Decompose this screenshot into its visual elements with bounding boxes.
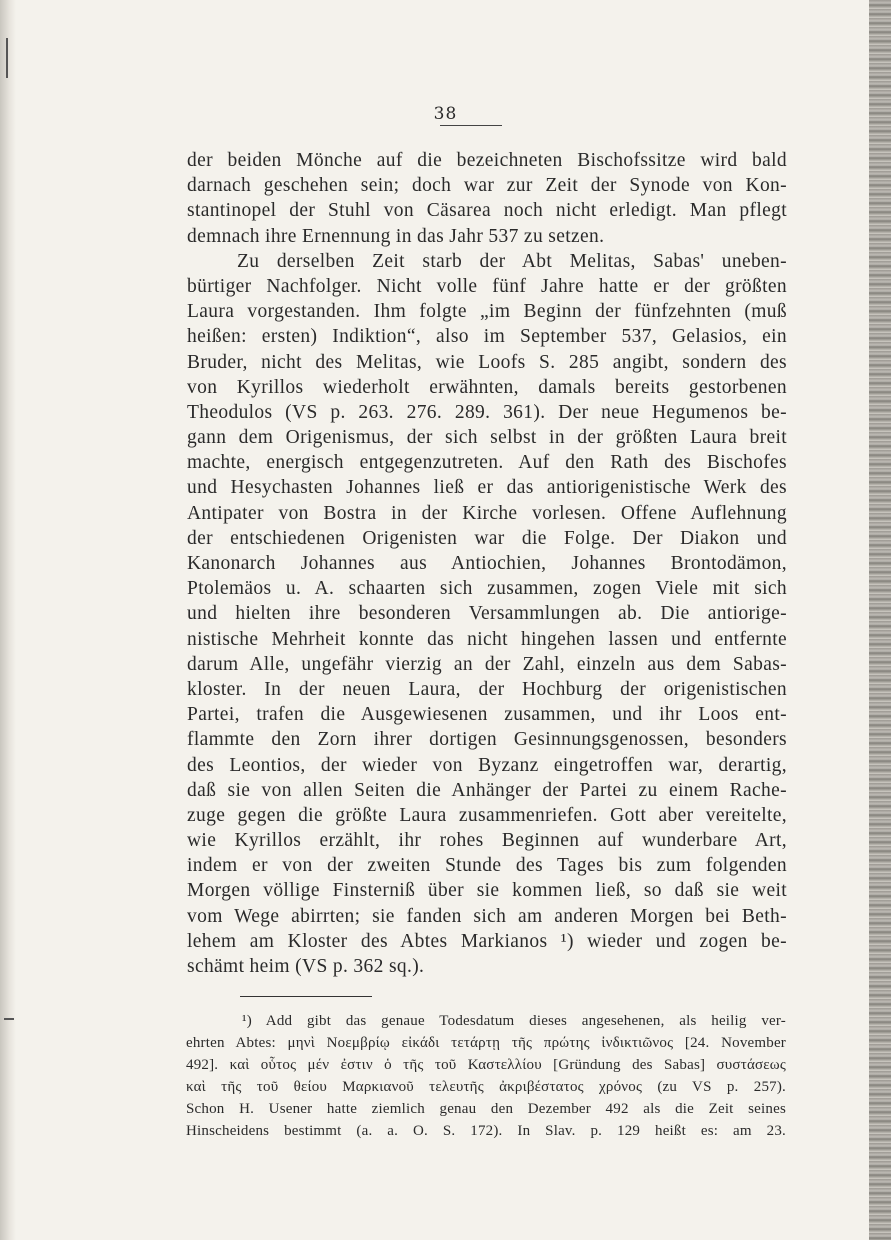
text-line: flammte den Zorn ihrer dortigen Gesinnungsgenossen, besonders	[187, 729, 787, 751]
text-line: Laura vorgestanden. Ihm folgte „im Beginn der fünfzehnten (muß	[187, 301, 787, 323]
text-line: von Kyrillos wiederholt erwähnten, damals bereits gestorbenen	[187, 376, 787, 398]
text-line: der beiden Mönche auf die bezeichneten Bischofssitze wird bald	[187, 150, 787, 171]
footnote-line: Hinscheidens bestimmt (a. a. O. S. 172). In Slav. p. 129 heißt es: am 23.	[186, 1123, 786, 1139]
text-line: demnach ihre Ernennung in das Jahr 537 zu setzen.	[187, 225, 605, 247]
text-line: vom Wege abirrten; sie fanden sich am anderen Morgen bei Beth-	[187, 905, 787, 927]
footnote-line: 492]. καὶ οὗτος μέν ἐστιν ὁ τῆς τοῦ Καστελλίου [Gründung des Sabas] συστάσεως	[186, 1057, 786, 1073]
text-line: des Leontios, der wieder von Byzanz eingetroffen war, derartig,	[187, 754, 787, 776]
text-line: machte, energisch entgegenzutreten. Auf den Rath des Bischofes	[187, 452, 787, 474]
footnote-line: ¹) Add gibt das genaue Todesdatum dieses angesehenen, als heilig ver-	[242, 1013, 786, 1029]
text-line: Antipater von Bostra in der Kirche vorlesen. Offene Auflehnung	[187, 502, 787, 524]
text-line: Morgen völlige Finsterniß über sie kommen ließ, so daß sie weit	[187, 880, 787, 902]
text-line: der entschiedenen Origenisten war die Folge. Der Diakon und	[187, 527, 787, 549]
text-line: indem er von der zweiten Stunde des Tages bis zum folgenden	[187, 855, 787, 877]
scan-mark	[4, 1018, 14, 1020]
footnote	[186, 1010, 786, 1142]
header-rule	[440, 125, 502, 126]
text-line: darum Alle, ungefähr vierzig an der Zahl, einzeln aus dem Sabas-	[187, 653, 787, 675]
text-line: heißen: ersten) Indiktion“, also im September 537, Gelasios, ein	[187, 326, 787, 348]
text-line: bürtiger Nachfolger. Nicht volle fünf Jahre hatte er der größten	[187, 275, 787, 297]
text-line: Partei, trafen die Ausgewiesenen zusammen, und ihr Loos ent-	[187, 704, 787, 726]
text-line: gann dem Origenismus, der sich selbst in der größten Laura breit	[187, 427, 787, 449]
text-line: schämt heim (VS p. 362 sq.).	[187, 956, 425, 977]
text-line: und hielten ihre besonderen Versammlungen ab. Die antiorige-	[187, 603, 787, 625]
text-line: daß sie von allen Seiten die Anhänger der Partei zu einem Rache-	[187, 779, 787, 801]
text-line: und Hesychasten Johannes ließ er das antiorigenistische Werk des	[187, 477, 787, 499]
scan-mark	[6, 38, 8, 78]
text-line: wie Kyrillos erzählt, ihr rohes Beginnen auf wunderbare Art,	[187, 830, 787, 852]
page-number: 38	[433, 104, 458, 124]
page-right-edge	[869, 0, 891, 1240]
footnote-line: καὶ τῆς τοῦ θείου Μαρκιανοῦ τελευτῆς ἀκριβέστατος χρόνος (zu VS p. 257).	[186, 1079, 786, 1095]
footnote-line: ehrten Abtes: μηνὶ Νοεμβρίῳ εἰκάδι τετάρτῃ τῆς πρώτης ἰνδικτιῶνος [24. November	[186, 1035, 786, 1051]
text-line: Bruder, nicht des Melitas, wie Loofs S. 285 angibt, sondern des	[187, 351, 787, 373]
text-line: Zu derselben Zeit starb der Abt Melitas, Sabas' uneben-	[237, 250, 787, 272]
text-line: stantinopel der Stuhl von Cäsarea noch nicht erledigt. Man pflegt	[187, 200, 787, 222]
text-line: Kanonarch Johannes aus Antiochien, Johannes Brontodämon,	[187, 553, 787, 574]
text-line: darnach geschehen sein; doch war zur Zeit der Synode von Kon-	[187, 175, 787, 197]
footnote-rule	[240, 996, 372, 997]
text-line: nistische Mehrheit konnte das nicht hingehen lassen und entfernte	[187, 628, 787, 650]
footnote-line: Schon H. Usener hatte ziemlich genau den Dezember 492 als die Zeit seines	[186, 1101, 786, 1117]
text-line: Theodulos (VS p. 263. 276. 289. 361). Der neue Hegumenos be-	[187, 401, 787, 423]
text-line: Ptolemäos u. A. schaarten sich zusammen, zogen Viele mit sich	[187, 578, 787, 600]
text-line: kloster. In der neuen Laura, der Hochburg der origenistischen	[187, 678, 787, 700]
page-left-edge	[0, 0, 16, 1240]
body-text	[187, 148, 787, 979]
text-line: zuge gegen die größte Laura zusammenriefen. Gott aber vereitelte,	[187, 804, 787, 826]
text-line: lehem am Kloster des Abtes Markianos ¹) wieder und zogen be-	[187, 930, 787, 952]
